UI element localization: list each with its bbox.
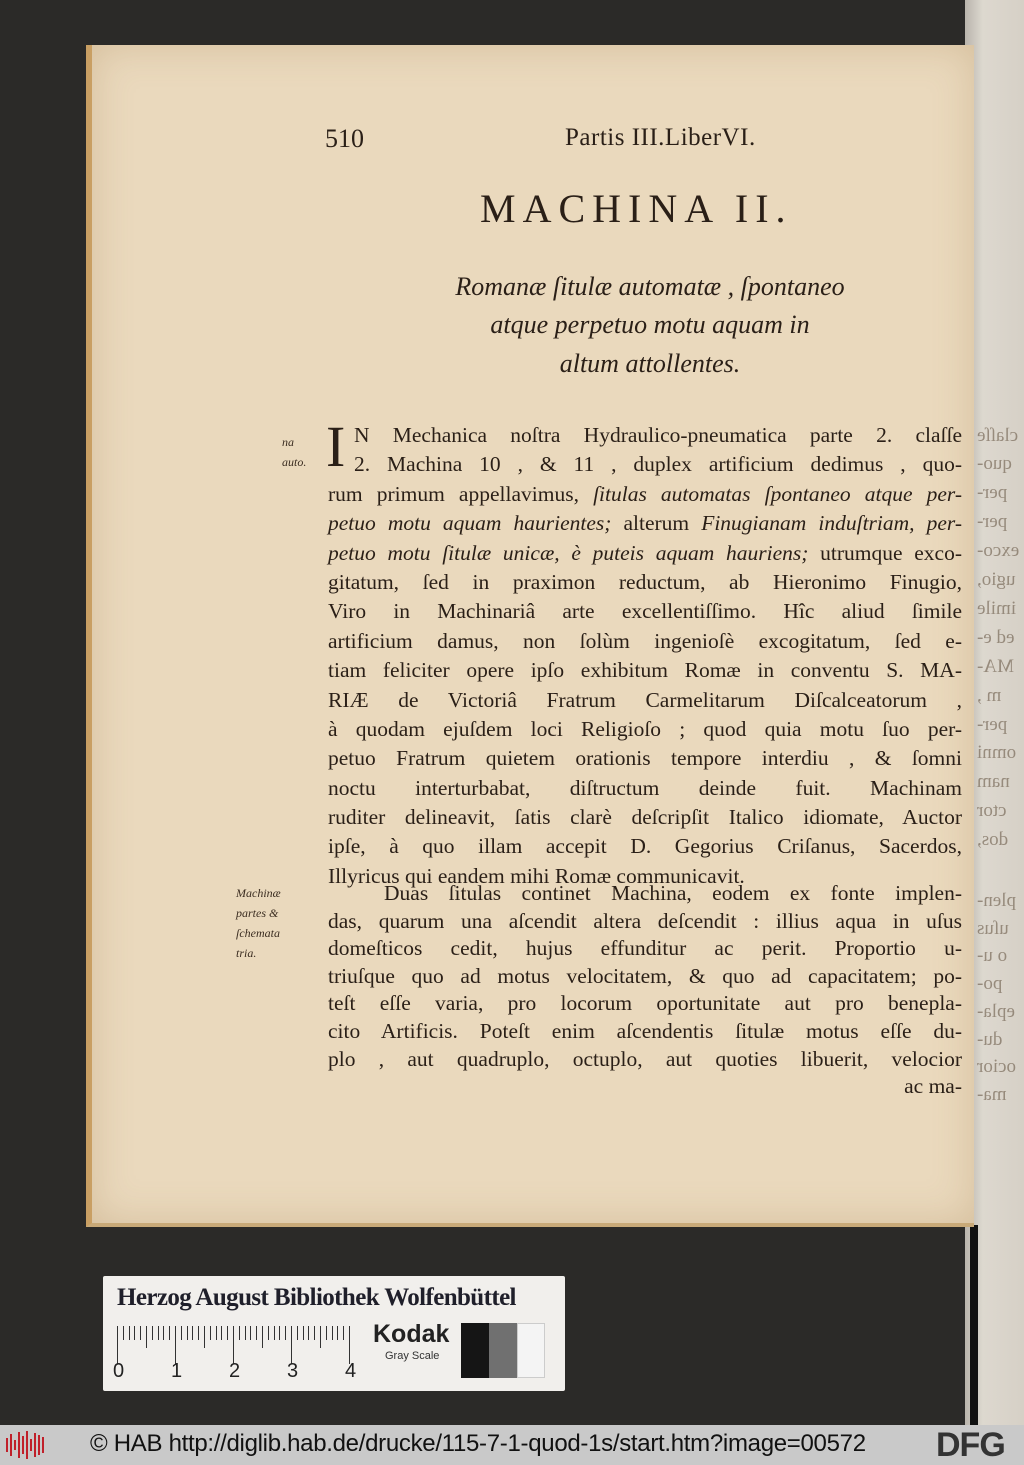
gray-scale-label: Gray Scale — [385, 1350, 440, 1362]
text-line: à quodam ejuſdem loci Religioſo ; quod quia motu ſuo per- — [328, 716, 962, 741]
ruler-tick — [314, 1326, 315, 1340]
bleed-text: epla- — [977, 1001, 1015, 1022]
swatch-gray — [489, 1323, 517, 1378]
ruler-number: 2 — [229, 1360, 241, 1382]
margin-note-line: auto. — [282, 455, 307, 469]
page-number: 510 — [325, 124, 364, 153]
text-line: das, quarum una aſcendit altera deſcendit : illius aqua in uſus — [328, 908, 962, 933]
ruler-number: 4 — [345, 1360, 357, 1382]
ruler-tick — [198, 1326, 199, 1340]
margin-note-line: Machinæ — [236, 886, 281, 900]
bleed-text: po- — [977, 973, 1003, 994]
ruler-tick — [308, 1326, 309, 1340]
ruler-tick — [181, 1326, 182, 1340]
swatch-black — [461, 1323, 489, 1378]
ruler-tick — [233, 1326, 234, 1364]
ruler-tick — [291, 1326, 292, 1364]
text-line: ruditer delineavit, ſatis clarè deſcripſit Italico idiomate, Auctor — [328, 805, 962, 830]
ruler-tick — [129, 1326, 130, 1340]
catchword: ac ma- — [904, 1074, 962, 1099]
text-line: tiam feliciter opere ipſo exhibitum Romæ in conventu S. MA- — [328, 658, 962, 683]
bleed-text: ma- — [977, 1084, 1007, 1105]
footer-bar — [0, 1425, 1024, 1465]
bleed-text: dos, — [977, 829, 1009, 850]
copyright-url[interactable]: © HAB http://diglib.hab.de/drucke/115-7-1-quod-1s/start.htm?image=00572 — [90, 1430, 866, 1457]
ruler-tick — [140, 1326, 141, 1340]
bleed-text: per- — [977, 511, 1008, 532]
ruler-tick — [268, 1326, 269, 1340]
ruler-number: 3 — [287, 1360, 299, 1382]
text-line: ipſe, à quo illam accepit D. Gegorius Criſanus, Sacerdos, — [328, 834, 962, 859]
ruler-number: 1 — [171, 1360, 183, 1382]
ruler-tick — [210, 1326, 211, 1340]
bleed-text: per- — [977, 482, 1008, 503]
ruler-tick — [169, 1326, 170, 1340]
italic-run: Finugianam induſtriam, per- — [701, 511, 962, 536]
text-line: Duas ſitulas continet Machina, eodem ex fonte implen- — [384, 881, 962, 905]
margin-note-line: partes & — [236, 906, 279, 920]
ruler-tick — [320, 1326, 321, 1348]
running-head: Partis III.LiberVI. — [565, 124, 756, 151]
ruler-number: 0 — [113, 1360, 125, 1382]
text-line: teſt eſſe varia, pro locorum oportunitate aut pro benepla- — [328, 991, 962, 1016]
text-line: gitatum, ſed in praximon reductum, ab Hieronimo Finugio, — [328, 569, 962, 594]
chapter-title: MACHINA II. — [480, 186, 793, 231]
ruler-tick — [303, 1326, 304, 1340]
ruler-tick — [332, 1326, 333, 1340]
bleed-text: omni — [977, 742, 1017, 763]
text-line: RIÆ de Victoriâ Fratrum Carmelitarum Diſcalceatorum , — [328, 687, 962, 712]
bleed-text: ocior — [977, 1056, 1017, 1077]
ruler-tick — [250, 1326, 251, 1340]
ruler-tick — [279, 1326, 280, 1340]
text-run: alterum — [623, 511, 690, 536]
paragraph-2 — [328, 880, 962, 1101]
kodak-brand: Kodak — [373, 1320, 450, 1348]
subtitle-line-1: Romanæ ſitulæ automatæ , ſpontaneo — [455, 272, 845, 301]
book-spine — [970, 1225, 978, 1425]
italic-run: petuo motu ſitulæ unicæ, è puteis aquam hauriens; — [328, 540, 809, 565]
text-line: triuſque quo ad motus velocitatem, & quo ad capacitatem; po- — [328, 963, 962, 988]
bleed-text: ed e- — [977, 627, 1015, 648]
text-line: noctu interturbabat, diſtructum deinde fuit. Machinam — [328, 775, 962, 800]
bleed-text: plen- — [977, 890, 1017, 911]
ruler-tick — [343, 1326, 344, 1340]
bleed-text: exco- — [977, 540, 1020, 561]
bleed-text: imile — [977, 598, 1017, 619]
ruler-tick — [337, 1326, 338, 1340]
ruler-tick — [204, 1326, 205, 1348]
dfg-logo: DFG — [936, 1426, 1005, 1464]
ruler-tick — [245, 1326, 246, 1340]
bleed-text: claſſe — [977, 425, 1019, 446]
text-line: artificium damus, non ſolùm ingenioſè excogitatum, ſed e- — [328, 628, 962, 653]
ruler-tick — [227, 1326, 228, 1340]
bleed-text: du- — [977, 1029, 1003, 1050]
bleed-text: uſus — [977, 918, 1009, 939]
ruler-tick — [163, 1326, 164, 1340]
ruler-tick — [146, 1326, 147, 1348]
margin-note-line: tria. — [236, 946, 257, 960]
text-line — [328, 480, 962, 509]
ruler-tick — [326, 1326, 327, 1340]
ruler-tick — [256, 1326, 257, 1340]
text-line: 2. Machina 10 , & 11 , duplex artificium dedimus , quo- — [354, 452, 962, 477]
italic-run: ſitulas automatas ſpontaneo atque per- — [593, 481, 962, 506]
text-run: rum primum appellavimus, — [328, 481, 594, 506]
ruler-tick — [117, 1326, 118, 1364]
subtitle-line-2: atque perpetuo motu aquam in — [490, 310, 810, 339]
text-line: petuo Fratrum quietem orationis tempore interdiu , & ſomni — [328, 746, 962, 771]
scan-reference-card — [103, 1276, 565, 1391]
text-line: cito Artificis. Poteſt enim aſcendentis ſitulæ motus eſſe du- — [328, 1018, 962, 1043]
ruler-tick — [192, 1326, 193, 1340]
ruler-tick — [285, 1326, 286, 1340]
bleed-text: nam — [977, 771, 1010, 792]
bleed-text: MA- — [977, 656, 1014, 677]
drop-cap: I — [326, 414, 346, 479]
text-line: Illyricus qui eandem mihi Romæ communicavit. — [328, 863, 745, 888]
text-line — [328, 539, 962, 568]
bleed-text: m , — [977, 685, 1002, 706]
institution-name: Herzog August Bibliothek Wolfenbüttel — [117, 1284, 516, 1311]
subtitle-line-3: altum attollentes. — [559, 349, 741, 378]
paragraph-1 — [328, 421, 962, 891]
ruler-tick — [297, 1326, 298, 1340]
italic-run: petuo motu aquam haurientes; — [328, 511, 612, 536]
margin-note-1 — [282, 432, 306, 472]
swatch-white — [517, 1323, 545, 1378]
ruler-tick — [175, 1326, 176, 1364]
ruler-tick — [216, 1326, 217, 1340]
ruler-tick — [239, 1326, 240, 1340]
ruler-tick — [123, 1326, 124, 1340]
margin-note-line: na — [282, 435, 294, 449]
ruler-tick — [152, 1326, 153, 1340]
bleed-text: ctor — [977, 800, 1007, 821]
text-line: N Mechanica noſtra Hydraulico-pneumatica parte 2. claſſe — [354, 423, 962, 447]
ruler-tick — [134, 1326, 135, 1340]
text-run: utrumque exco- — [820, 540, 962, 565]
ruler-tick — [187, 1326, 188, 1340]
ruler-tick — [274, 1326, 275, 1340]
text-line: plo , aut quadruplo, octuplo, aut quoties libuerit, velocior — [328, 1046, 962, 1071]
text-line: domeſticos cedit, hujus effunditur ac perit. Proportio u- — [328, 936, 962, 961]
bleed-text: o u- — [977, 945, 1008, 966]
ruler-tick — [262, 1326, 263, 1348]
bleed-text: quo- — [977, 453, 1012, 474]
text-line: Viro in Machinariâ arte excellentiſſimo. Hîc aliud ſimile — [328, 599, 962, 624]
ruler-tick — [158, 1326, 159, 1340]
margin-note-2 — [236, 883, 281, 963]
ruler-tick — [349, 1326, 350, 1364]
text-line — [328, 509, 962, 538]
bleed-text: ugio, — [977, 569, 1016, 590]
bleed-text: per- — [977, 714, 1008, 735]
margin-note-line: ſchemata — [236, 926, 280, 940]
ruler-tick — [221, 1326, 222, 1340]
hab-logo-icon — [6, 1431, 46, 1459]
